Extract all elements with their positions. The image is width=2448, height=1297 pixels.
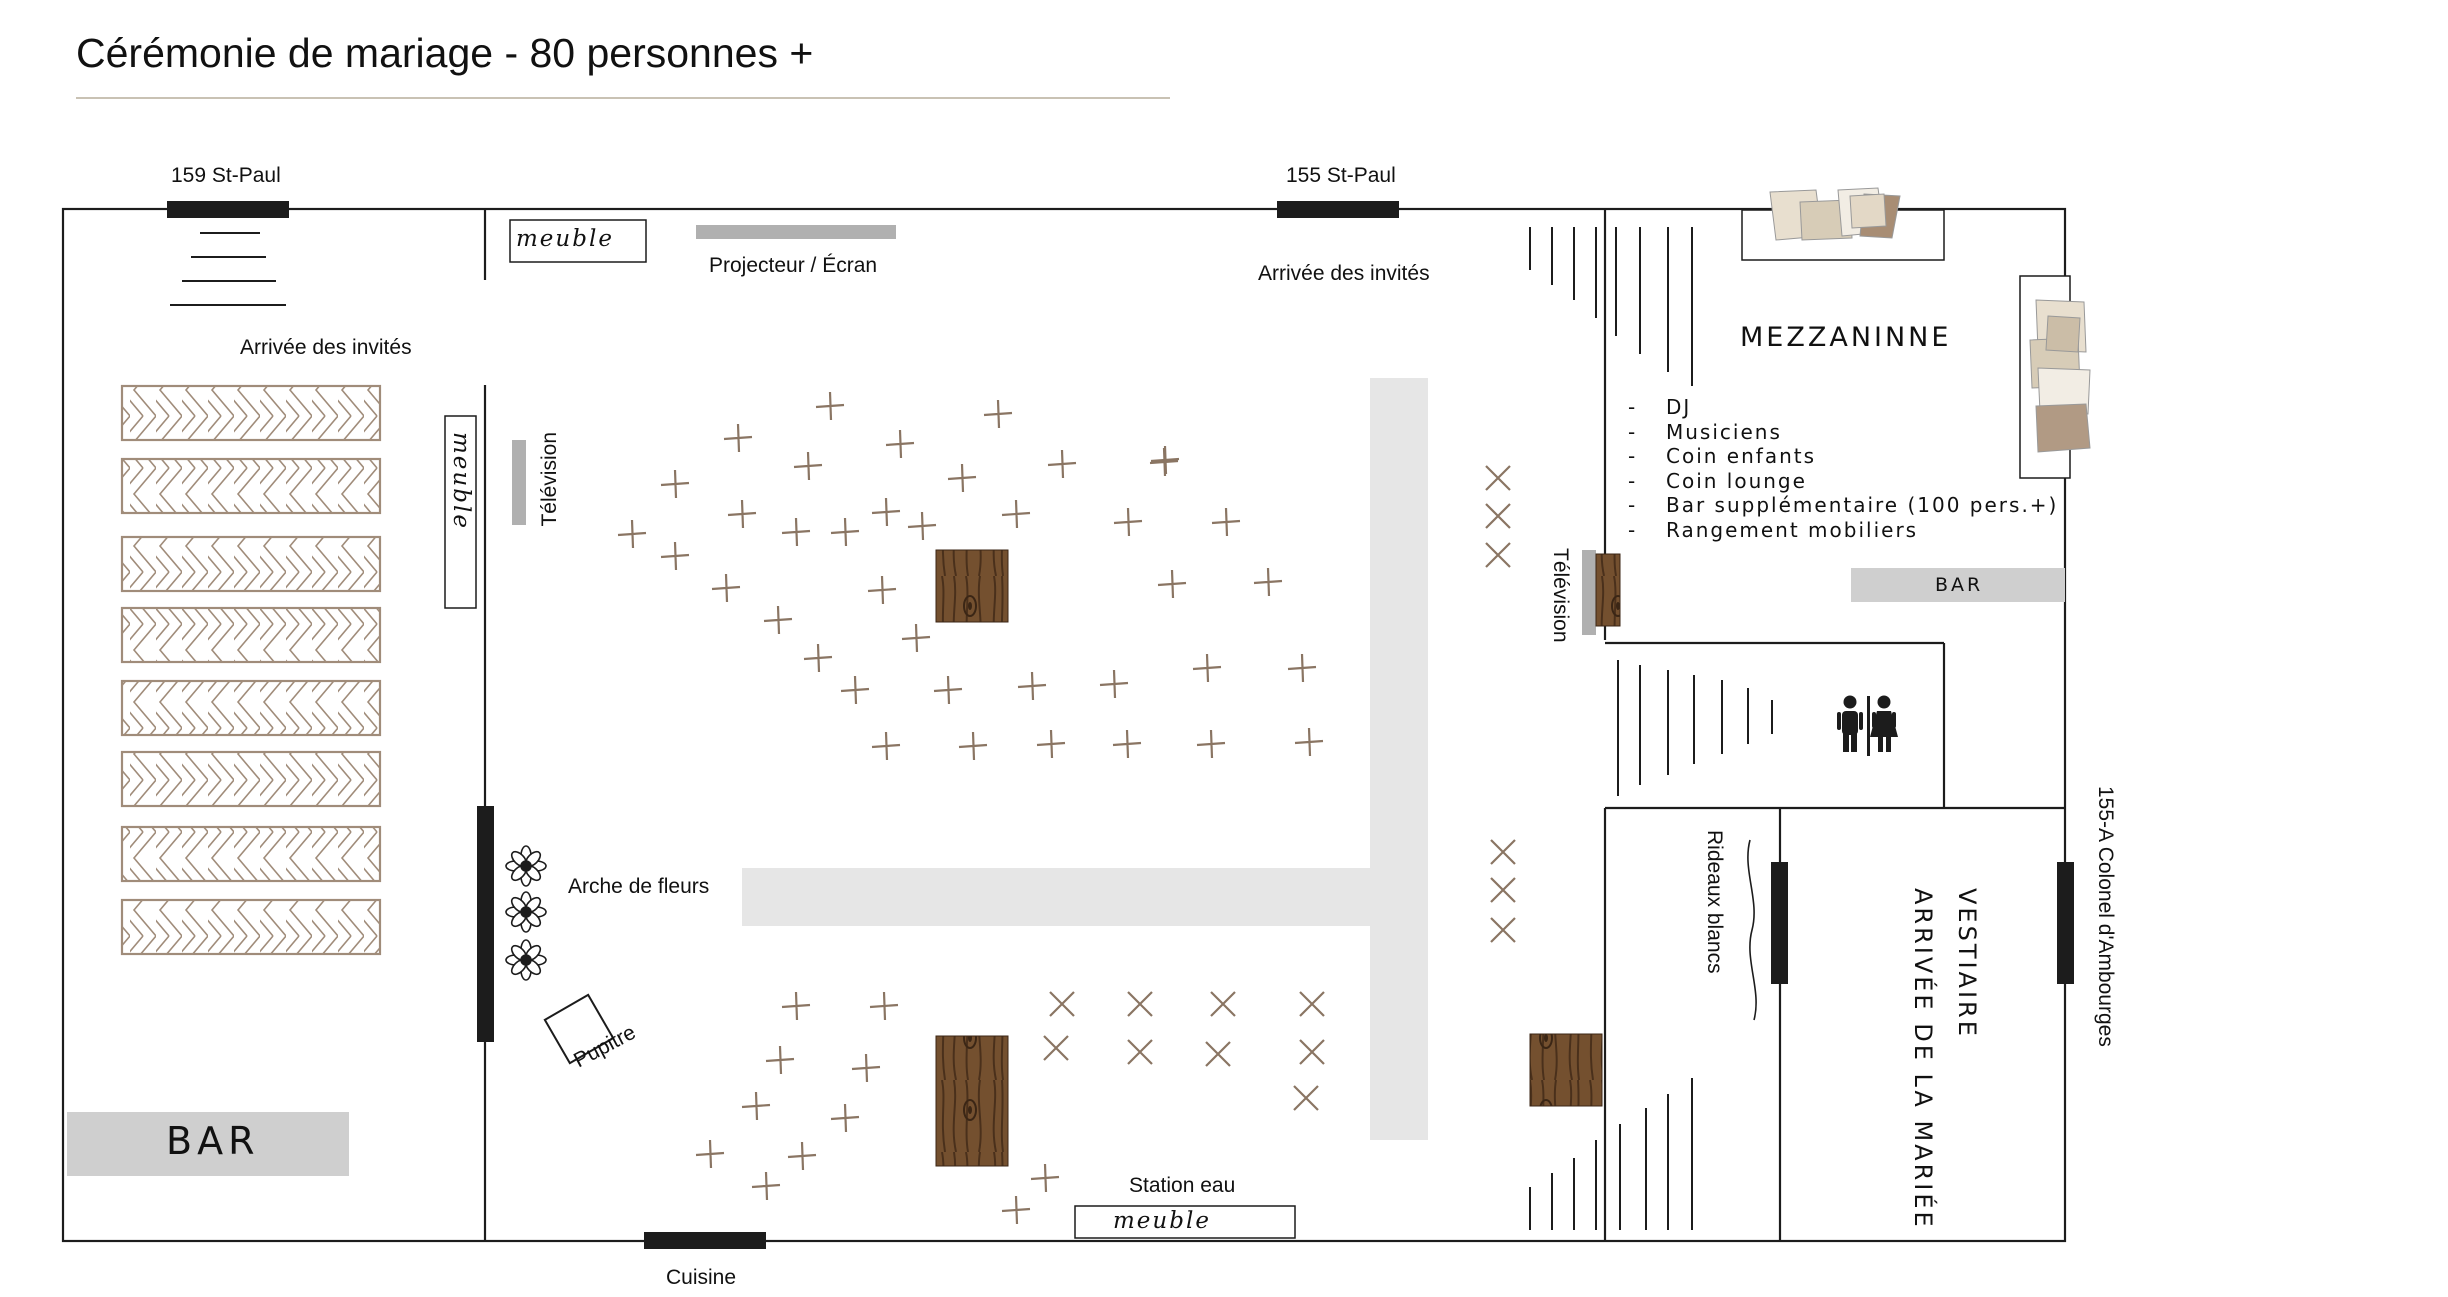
entrance-label-cuisine: Cuisine xyxy=(666,1266,737,1289)
list-item: - Coin lounge xyxy=(1628,468,1807,493)
door-colonel xyxy=(2057,862,2074,984)
aisle xyxy=(742,378,1428,1140)
flower-icon xyxy=(506,892,546,932)
vestiaire-label: VESTIAIRE xyxy=(1953,888,1981,1039)
chair-cross-icon xyxy=(1206,1042,1230,1066)
list-item: - DJ xyxy=(1628,395,1692,419)
chair-cross-icon xyxy=(724,424,752,452)
chair-cross-icon xyxy=(1254,568,1282,596)
mezzanine-list xyxy=(1628,395,2058,542)
chair-cross-icon xyxy=(752,1172,780,1200)
guests-arrival-left: Arrivée des invités xyxy=(240,336,412,359)
list-item: - Coin enfants xyxy=(1628,444,1817,468)
chair-cross-icon xyxy=(1211,992,1235,1016)
chair-cross-icon xyxy=(782,992,810,1020)
stairs-middle-right xyxy=(1618,660,1772,796)
flower-arch-label: Arche de fleurs xyxy=(568,875,710,898)
chair-cross-icon xyxy=(1288,654,1316,682)
chair-cross-icon xyxy=(872,498,900,526)
furniture-top-label: meuble xyxy=(516,226,614,252)
door-159-st-paul xyxy=(167,201,289,218)
chair-cross-icon xyxy=(816,392,844,420)
chair-cross-icon xyxy=(804,644,832,672)
chair-cross-icon xyxy=(1100,670,1128,698)
wood-tables xyxy=(936,550,1620,1166)
chair-cross-icon xyxy=(1002,1196,1030,1224)
chair-cross-icon xyxy=(1128,992,1152,1016)
podium-label: Pupitre xyxy=(570,1020,640,1073)
chair-cross-icon xyxy=(1031,1164,1059,1192)
white-curtains-label: Rideaux blancs xyxy=(1703,830,1726,974)
chair-cross-icon xyxy=(742,1092,770,1120)
benches xyxy=(122,386,380,954)
furniture-boxes xyxy=(445,220,1295,1238)
tv-right-label: Télévision xyxy=(1549,548,1572,643)
guests-arrival-top: Arrivée des invités xyxy=(1258,262,1430,285)
wood-table-icon xyxy=(1596,554,1620,626)
door-155-st-paul xyxy=(1277,201,1399,218)
entrance-label-159: 159 St-Paul xyxy=(171,164,281,187)
chair-cross-icon xyxy=(1037,730,1065,758)
restroom-icon xyxy=(1837,696,1898,757)
chair-cross-icon xyxy=(1486,543,1510,567)
water-station-label: Station eau xyxy=(1129,1174,1236,1197)
chair-cross-icon xyxy=(1212,508,1240,536)
stairs-entrance xyxy=(170,233,286,305)
list-item: - Musiciens xyxy=(1628,419,1782,444)
chair-cross-icon xyxy=(1044,1036,1068,1060)
stairs-top-right xyxy=(1530,227,1692,386)
chair-cross-icon xyxy=(1114,508,1142,536)
chair-cross-icon xyxy=(788,1142,816,1170)
chair-cross-icon xyxy=(908,512,936,540)
chair-cross-icon xyxy=(764,606,792,634)
chair-cross-icon xyxy=(831,1104,859,1132)
chair-cross-icon xyxy=(948,464,976,492)
chair-cross-icon xyxy=(1018,672,1046,700)
chair-cross-icon xyxy=(1491,840,1515,864)
chair-cross-icon xyxy=(902,624,930,652)
chair-cross-icon xyxy=(959,732,987,760)
chair-cross-icon xyxy=(1048,450,1076,478)
tv-left-label: Télévision xyxy=(538,432,561,527)
chair-cross-icon xyxy=(831,518,859,546)
chair-cross-icon xyxy=(661,542,689,570)
entrance-label-155: 155 St-Paul xyxy=(1286,164,1396,187)
chair-cross-icon xyxy=(1193,654,1221,682)
tv-left xyxy=(512,440,526,525)
chair-cross-icon xyxy=(1150,448,1178,476)
flower-icon xyxy=(506,846,546,886)
chair-cross-icon xyxy=(872,732,900,760)
chair-cross-icon xyxy=(1050,992,1074,1016)
chair-cross-icon xyxy=(841,676,869,704)
chair-cross-icon xyxy=(1295,728,1323,756)
chair-cross-icon xyxy=(618,520,646,548)
wood-table-icon xyxy=(936,550,1008,622)
bride-arrival-label: ARRIVÉE DE LA MARIÉE xyxy=(1909,888,1937,1230)
bar-mezz-label: BAR xyxy=(1935,574,1984,596)
bar-main-label: BAR xyxy=(166,1119,260,1163)
door-cuisine xyxy=(644,1232,766,1249)
chair-cross-icon xyxy=(1128,1040,1152,1064)
list-item: - Bar supplémentaire (100 pers.+) xyxy=(1628,493,2059,517)
chair-cross-icon xyxy=(1491,878,1515,902)
chair-cross-icon xyxy=(1197,730,1225,758)
chair-cross-icon xyxy=(712,574,740,602)
white-curtains xyxy=(1748,840,1756,1020)
chair-cross-icon xyxy=(1486,504,1510,528)
door-arch xyxy=(477,806,494,1042)
chair-cross-icon xyxy=(852,1054,880,1082)
flower-icon xyxy=(506,940,546,980)
chair-cross-icon xyxy=(1300,1040,1324,1064)
chair-cross-icon xyxy=(661,470,689,498)
mezzanine-title: MEZZANINNE xyxy=(1740,322,1952,353)
chair-cross-icon xyxy=(868,576,896,604)
tv-right xyxy=(1582,550,1596,635)
chair-cross-icon xyxy=(934,676,962,704)
chair-cross-icon xyxy=(886,430,914,458)
chair-cross-icon xyxy=(1002,500,1030,528)
furniture-left-label: meuble xyxy=(448,432,474,530)
list-item: - Rangement mobiliers xyxy=(1628,517,1919,542)
chair-cross-icon xyxy=(782,518,810,546)
entrance-label-colonel: 155-A Colonel d'Ambourges xyxy=(2094,786,2117,1047)
chair-cross-icon xyxy=(1300,992,1324,1016)
wood-table-icon xyxy=(936,1036,1008,1166)
chair-cross-icon xyxy=(984,400,1012,428)
chair-cross-icon xyxy=(1491,918,1515,942)
door-curtain xyxy=(1771,862,1788,984)
projector-label: Projecteur / Écran xyxy=(709,254,878,277)
doors xyxy=(167,201,2074,1249)
projector-screen xyxy=(696,225,896,239)
chair-cross-icon xyxy=(1151,446,1179,474)
chair-cross-icon xyxy=(870,992,898,1020)
furniture-bottom-label: meuble xyxy=(1113,1208,1211,1234)
chair-cross-icon xyxy=(766,1046,794,1074)
chair-cross-icon xyxy=(1486,466,1510,490)
chair-cross-icon xyxy=(1294,1086,1318,1110)
chair-cross-icon xyxy=(728,500,756,528)
page-title: Cérémonie de mariage - 80 personnes + xyxy=(76,30,814,76)
chair-cross-icon xyxy=(1158,570,1186,598)
flower-arch xyxy=(506,846,546,980)
chair-cross-icon xyxy=(1113,730,1141,758)
chair-cross-icon xyxy=(794,452,822,480)
wood-table-icon xyxy=(1530,1034,1602,1106)
chair-cross-icon xyxy=(696,1140,724,1168)
